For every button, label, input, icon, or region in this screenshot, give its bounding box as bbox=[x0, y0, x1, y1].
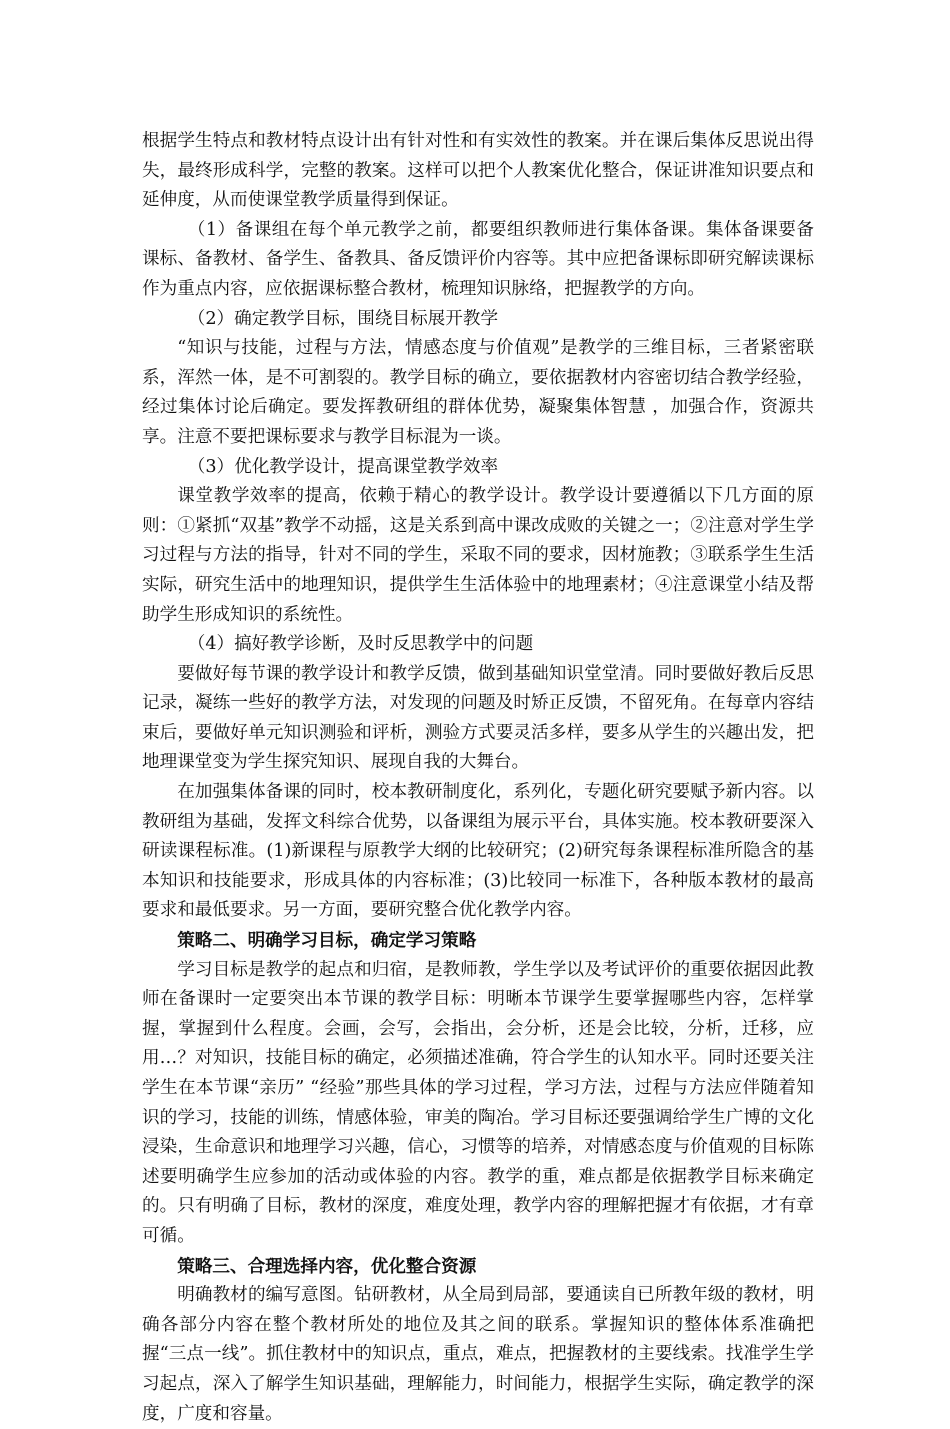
document-body bbox=[142, 127, 814, 1429]
paragraph-teaching-design: 课堂教学效率的提高，依赖于精心的教学设计。教学设计要遵循以下几方面的原则：①紧抓“双基”教学不动摇，这是关系到高中课改成败的关键之一；②注意对学生学习过程与方法的指导，针对不同的学生，采取不同的要求，因材施教；③联系学生生活实际，研究生活中的地理知识，提供学生生活体验中的地理素材；④注意课堂小结及帮助学生形成知识的系统性。 bbox=[142, 486, 814, 625]
paragraph-learning-goals: 学习目标是教学的起点和归宿，是教师教，学生学以及考试评价的重要依据因此教师在备课时一定要突出本节课的教学目标：明晰本节课学生要掌握哪些内容，怎样掌握，掌握到什么程度。会画，会写，会指出，会分析，还是会比较，分析，迁移，应用…？对知识，技能目标的确定，必须描述准确，符合学生的认知水平。同时还要关注学生在本节课“亲历” “经验”那些具体的学习过程，学习方法，过程与方法应伴随着知识的学习，技能的训练，情感体验，审美的陶冶。学习目标还要强调给学生广博的文化浸染，生命意识和地理学习兴趣，信心，习惯等的培养，对情感态度与价值观的目标陈述要明确学生应参加的活动或体验的内容。教学的重，难点都是依据教学目标来确定的。只有明确了目标，教材的深度，难度处理，教学内容的理解把握才有依据，才有章可循。 bbox=[142, 959, 814, 1246]
subheading-item-2: （2）确定教学目标，围绕目标展开教学 bbox=[187, 308, 499, 329]
paragraph-item-1: （1）备课组在每个单元教学之前，都要组织教师进行集体备课。集体备课要备课标、备教材、备学生、备教具、备反馈评价内容等。其中应把备课标即研究解读课标作为重点内容，应依据课标整合教材，梳理知识脉络，把握教学的方向。 bbox=[142, 219, 814, 299]
paragraph-school-research: 在加强集体备课的同时，校本教研制度化，系列化，专题化研究要赋予新内容。以教研组为基础，发挥文科综合优势，以备课组为展示平台，具体实施。校本教研要深入研读课程标准。(1)新课程与原教学大纲的比较研究；(2)研究每条课程标准所隐含的基本知识和技能要求，形成具体的内容标准；(3)比较同一标准下，各种版本教材的最高要求和最低要求。另一方面，要研究整合优化教学内容。 bbox=[142, 782, 814, 921]
paragraph-textbook-intent: 明确教材的编写意图。钻研教材，从全局到局部，要通读自已所教年级的教材，明确各部分内容在整个教材所处的地位及其之间的联系。掌握知识的整体体系准确把握“三点一线”。抓住教材中的知识点，重点，难点，把握教材的主要线索。找准学生学习起点，深入了解学生知识基础，理解能力，时间能力，根据学生实际，确定教学的深度，广度和容量。 bbox=[142, 1285, 814, 1424]
subheading-item-3: （3）优化教学设计，提高课堂教学效率 bbox=[187, 456, 499, 477]
heading-strategy-2: 策略二、明确学习目标，确定学习策略 bbox=[177, 930, 477, 952]
paragraph-intro: 根据学生特点和教材特点设计出有针对性和有实效性的教案。并在课后集体反思说出得失，最终形成科学，完整的教案。这样可以把个人教案优化整合，保证讲准知识要点和延伸度，从而使课堂教学质量得到保证。 bbox=[142, 131, 814, 211]
paragraph-teaching-goals: “知识与技能，过程与方法，情感态度与价值观”是教学的三维目标，三者紧密联系，浑然一体，是不可割裂的。教学目标的确立，要依据教材内容密切结合教学经验，经过集体讨论后确定。要发挥教研组的群体优势，凝聚集体智慧 ，加强合作，资源共享。注意不要把课标要求与教学目标混为一谈。 bbox=[142, 338, 814, 447]
heading-strategy-3: 策略三、合理选择内容，优化整合资源 bbox=[177, 1255, 477, 1277]
paragraph-teaching-diagnosis: 要做好每节课的教学设计和教学反馈，做到基础知识堂堂清。同时要做好教后反思记录，凝练一些好的教学方法，对发现的问题及时矫正反馈，不留死角。在每章内容结束后，要做好单元知识测验和评析，测验方式要灵活多样，要多从学生的兴趣出发，把地理课堂变为学生探究知识、展现自我的大舞台。 bbox=[142, 663, 814, 773]
subheading-item-4: （4）搞好教学诊断，及时反思教学中的问题 bbox=[187, 634, 534, 655]
